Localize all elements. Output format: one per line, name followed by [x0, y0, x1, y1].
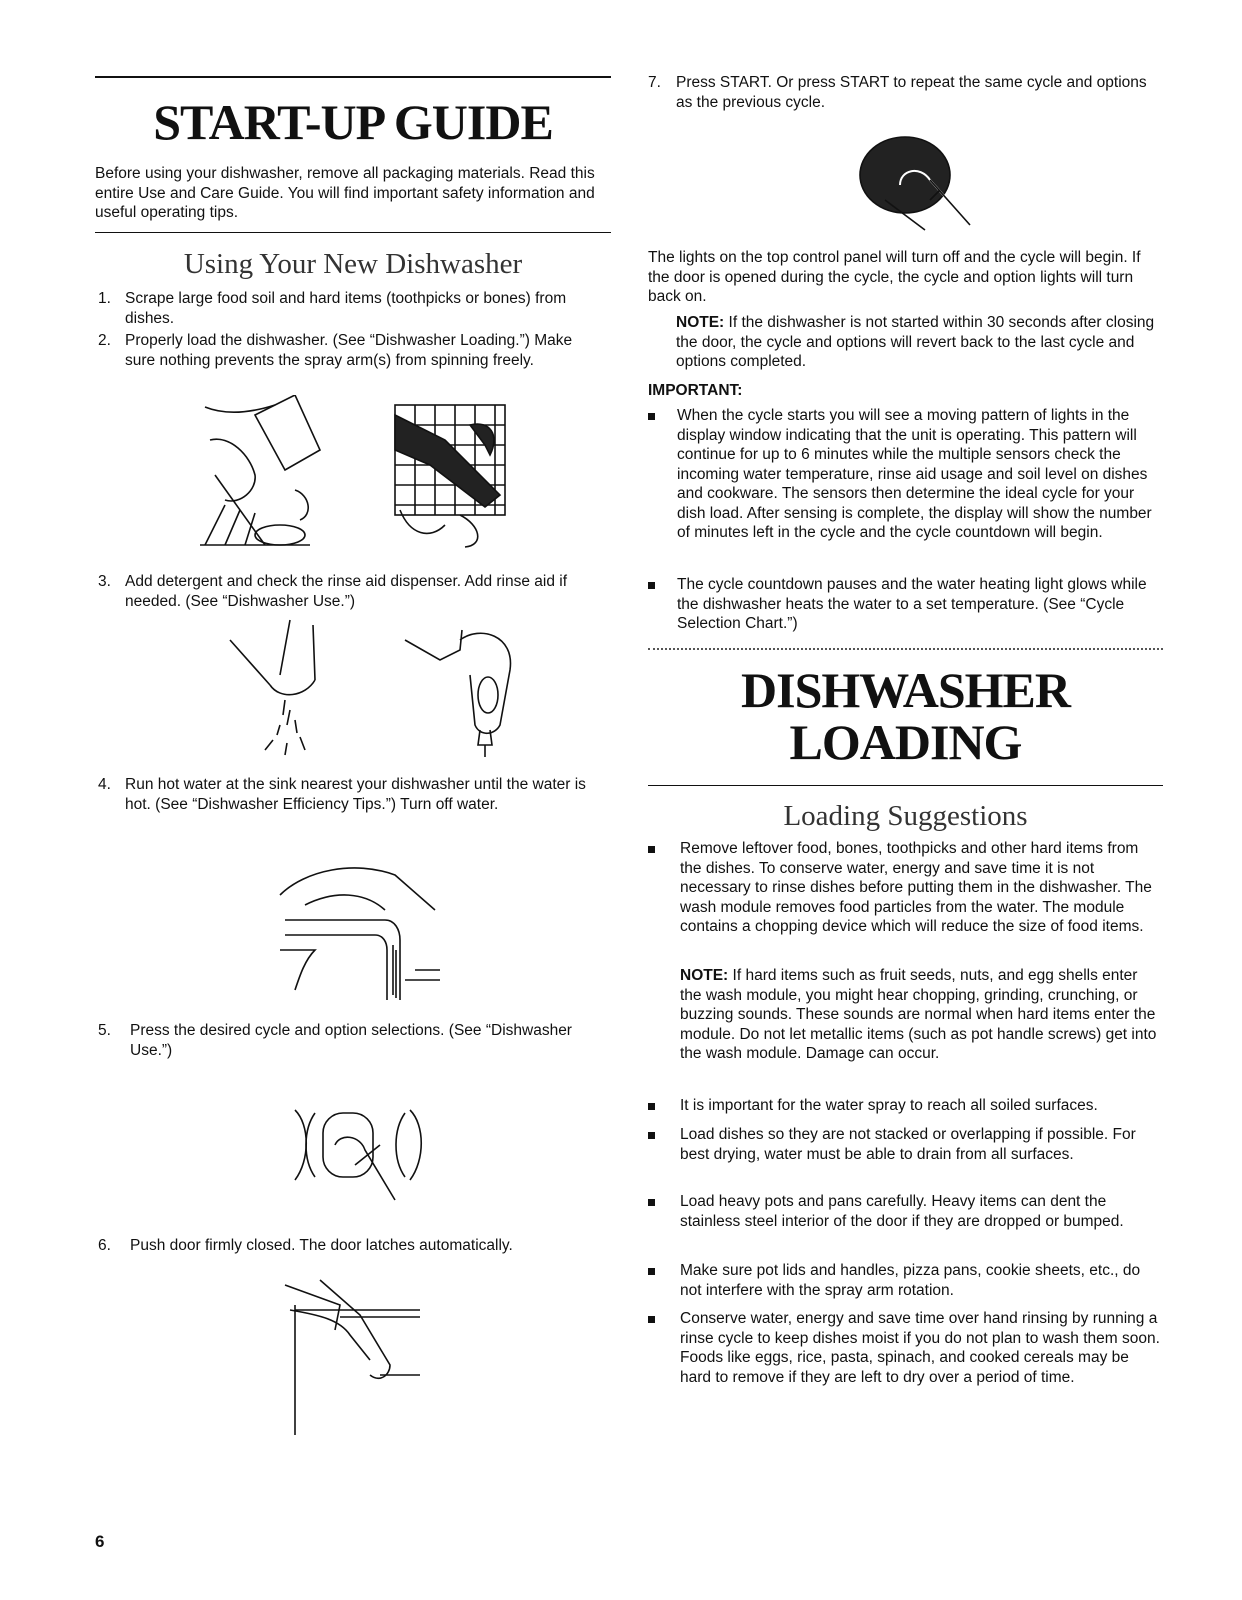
loading-bullet-4: Load heavy pots and pans carefully. Heavy items can dent the stainless steel interior of the door if they are dropped or bumped.	[680, 1193, 1124, 1230]
loading-bullet-6-marker	[648, 1316, 655, 1323]
step-2-text: Properly load the dishwasher. (See “Dishwasher Loading.”) Make sure nothing prevents the spray arm(s) from spinning freely.	[125, 332, 573, 369]
important-bullet-2-marker	[648, 582, 655, 589]
loading-bullet-1: Remove leftover food, bones, toothpicks and other hard items from the dishes. To conserve water, energy and save time it is not necessary to rinse dishes before putting them in the dishwasher. The wash module removes food particles from the water. The module contains a chopping device which will reduce the size of food items.	[680, 840, 1152, 935]
step-5-text: Press the desired cycle and option selections. (See “Dishwasher Use.”)	[130, 1022, 572, 1059]
faucet-illustration	[275, 850, 445, 1000]
step-5-number: 5.	[98, 1022, 111, 1039]
section-divider	[648, 648, 1163, 650]
startup-intro: Before using your dishwasher, remove all packaging materials. Read this entire Use and Care Guide. You will find important safety information and useful operating tips.	[95, 165, 595, 221]
important-label: IMPORTANT:	[648, 382, 743, 399]
loading-bullet-3-marker	[648, 1132, 655, 1139]
important-bullet-1-marker	[648, 413, 655, 420]
start-note-text: If the dishwasher is not started within 30 seconds after closing the door, the cycle and options will revert back to the last cycle and options completed.	[676, 314, 1155, 370]
step-3-text: Add detergent and check the rinse aid dispenser. Add rinse aid if needed. (See “Dishwasher Use.”)	[125, 573, 568, 610]
start-note	[676, 313, 1161, 372]
step-1-number: 1.	[98, 290, 111, 307]
startup-title: START-UP GUIDE	[153, 94, 553, 150]
step-4-number: 4.	[98, 776, 111, 793]
close-door-illustration	[280, 1275, 430, 1435]
loading-section-title: Loading Suggestions	[783, 800, 1028, 832]
top-rule-left	[95, 76, 611, 78]
scrape-dishes-illustration	[195, 395, 325, 555]
start-note-label: NOTE:	[676, 314, 725, 331]
press-option-illustration	[285, 1105, 435, 1210]
step-4-text: Run hot water at the sink nearest your dishwasher until the water is hot. (See “Dishwasher Efficiency Tips.”) Turn off water.	[125, 776, 586, 813]
loading-title-line2: LOADING	[789, 714, 1022, 770]
loading-note-label: NOTE:	[680, 967, 729, 984]
step-7-number: 7.	[648, 74, 661, 91]
using-section-title: Using Your New Dishwasher	[183, 248, 523, 280]
rinse-aid-illustration	[400, 615, 525, 765]
step-6-number: 6.	[98, 1237, 111, 1254]
step-6-text: Push door firmly closed. The door latches automatically.	[130, 1237, 513, 1254]
loading-bullet-4-marker	[648, 1199, 655, 1206]
loading-bullet-5-marker	[648, 1268, 655, 1275]
detergent-illustration	[225, 615, 345, 760]
press-start-illustration	[845, 135, 980, 245]
loading-bullet-5: Make sure pot lids and handles, pizza pans, cookie sheets, etc., do not interfere with the spray arm rotation.	[680, 1262, 1141, 1299]
loading-title-line1: DISHWASHER	[741, 662, 1070, 718]
step-3-number: 3.	[98, 573, 111, 590]
important-bullet-1: When the cycle starts you will see a moving pattern of lights in the display window indicating that the unit is operating. This pattern will continue for up to 6 minutes while the multiple sensors check the incoming water temperature, rinse aid usage and soil level on dishes and cookware. The sensors then determine the ideal cycle for your dish load. After sensing is complete, the display will show the number of minutes left in the cycle and the cycle countdown will begin.	[677, 407, 1152, 541]
loading-bullet-2: It is important for the water spray to reach all soiled surfaces.	[680, 1097, 1098, 1114]
important-bullet-2: The cycle countdown pauses and the water heating light glows while the dishwasher heats the water to a set temperature. (See “Cycle Selection Chart.”)	[677, 576, 1147, 632]
load-rack-illustration	[390, 395, 515, 550]
loading-note-text: If hard items such as fruit seeds, nuts, and egg shells enter the wash module, you might hear chopping, grinding, crunching, or buzzing sounds. These sounds are normal when hard items enter the module. Do not let metallic items (such as pot handle screws) get into the wash module. Damage can occur.	[680, 967, 1157, 1062]
loading-bullet-6: Conserve water, energy and save time over hand rinsing by running a rinse cycle to keep dishes moist if you do not plan to wash them soon. Foods like eggs, rice, pasta, spinach, and cooked cereals may be hard to remove if they are left to dry over a period of time.	[680, 1310, 1160, 1386]
page-number: 6	[95, 1532, 105, 1551]
after-start-text: The lights on the top control panel will turn off and the cycle will begin. If the door is opened during the cycle, the cycle and option lights will turn back on.	[648, 249, 1141, 305]
step-2-number: 2.	[98, 332, 111, 349]
loading-rule	[648, 785, 1163, 786]
loading-bullet-1-marker	[648, 846, 655, 853]
step-7-text: Press START. Or press START to repeat the same cycle and options as the previous cycle.	[676, 74, 1147, 111]
step-1-text: Scrape large food soil and hard items (toothpicks or bones) from dishes.	[125, 290, 567, 327]
loading-note	[680, 966, 1162, 1064]
loading-bullet-2-marker	[648, 1103, 655, 1110]
intro-rule	[95, 232, 611, 233]
loading-bullet-3: Load dishes so they are not stacked or overlapping if possible. For best drying, water must be able to drain from all surfaces.	[680, 1126, 1136, 1163]
